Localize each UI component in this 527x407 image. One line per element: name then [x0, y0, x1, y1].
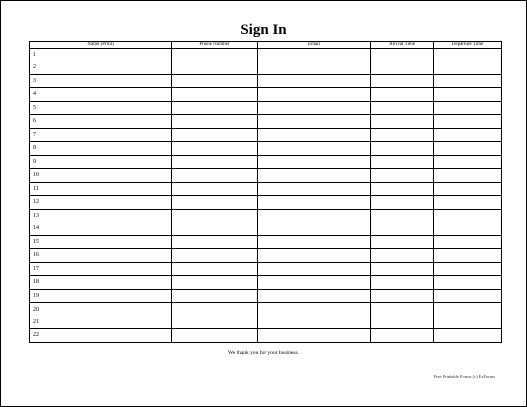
departure-cell[interactable] — [434, 74, 502, 88]
row-number: 13 — [33, 213, 39, 220]
arrival-cell[interactable] — [371, 128, 434, 142]
row-number: 16 — [33, 252, 39, 259]
arrival-cell[interactable] — [371, 88, 434, 102]
phone-cell[interactable] — [172, 262, 258, 276]
row-number: 6 — [33, 118, 36, 125]
table-row — [30, 235, 502, 249]
name-cell[interactable] — [30, 182, 172, 196]
email-cell[interactable] — [258, 289, 371, 303]
phone-cell[interactable] — [172, 289, 258, 303]
phone-cell[interactable] — [172, 101, 258, 115]
table-row — [30, 289, 502, 303]
phone-cell[interactable] — [172, 196, 258, 210]
departure-cell[interactable] — [434, 49, 502, 75]
table-row — [30, 262, 502, 276]
email-cell[interactable] — [258, 115, 371, 129]
phone-cell[interactable] — [172, 115, 258, 129]
table-row — [30, 303, 502, 329]
row-number: 1 — [33, 52, 36, 59]
column-header-name: Name (Print) — [30, 42, 172, 49]
row-number: 4 — [33, 91, 36, 98]
email-cell[interactable] — [258, 88, 371, 102]
name-cell[interactable] — [30, 142, 172, 156]
arrival-cell[interactable] — [371, 101, 434, 115]
arrival-cell[interactable] — [371, 182, 434, 196]
column-header-phone: Phone Number — [172, 42, 258, 49]
name-cell[interactable] — [30, 115, 172, 129]
arrival-cell[interactable] — [371, 329, 434, 343]
row-number: 5 — [33, 104, 36, 111]
arrival-cell[interactable] — [371, 235, 434, 249]
departure-cell[interactable] — [434, 128, 502, 142]
phone-cell[interactable] — [172, 128, 258, 142]
email-cell[interactable] — [258, 276, 371, 290]
row-number: 3 — [33, 77, 36, 84]
phone-cell[interactable] — [172, 88, 258, 102]
name-cell[interactable] — [30, 209, 172, 235]
email-cell[interactable] — [258, 49, 371, 75]
phone-cell[interactable] — [172, 329, 258, 343]
arrival-cell[interactable] — [371, 303, 434, 329]
email-cell[interactable] — [258, 196, 371, 210]
email-cell[interactable] — [258, 128, 371, 142]
departure-cell[interactable] — [434, 182, 502, 196]
email-cell[interactable] — [258, 329, 371, 343]
email-cell[interactable] — [258, 182, 371, 196]
departure-cell[interactable] — [434, 276, 502, 290]
row-number: 19 — [33, 292, 39, 299]
row-number: 7 — [33, 131, 36, 138]
departure-cell[interactable] — [434, 303, 502, 329]
row-number: 10 — [33, 172, 39, 179]
name-cell[interactable] — [30, 329, 172, 343]
table-row — [30, 182, 502, 196]
phone-cell[interactable] — [172, 235, 258, 249]
table-row — [30, 209, 502, 235]
name-cell[interactable] — [30, 303, 172, 329]
email-cell[interactable] — [258, 142, 371, 156]
phone-cell[interactable] — [172, 249, 258, 263]
name-cell[interactable] — [30, 74, 172, 88]
table-row — [30, 169, 502, 183]
phone-cell[interactable] — [172, 303, 258, 329]
email-cell[interactable] — [258, 303, 371, 329]
page-title: Sign In — [240, 22, 287, 38]
name-cell[interactable] — [30, 196, 172, 210]
row-number: 18 — [33, 279, 39, 286]
row-number: 2 — [33, 64, 36, 71]
row-number: 17 — [33, 265, 39, 272]
phone-cell[interactable] — [172, 209, 258, 235]
name-cell[interactable] — [30, 128, 172, 142]
phone-cell[interactable] — [172, 155, 258, 169]
arrival-cell[interactable] — [371, 49, 434, 75]
phone-cell[interactable] — [172, 49, 258, 75]
name-cell[interactable] — [30, 289, 172, 303]
phone-cell[interactable] — [172, 142, 258, 156]
email-cell[interactable] — [258, 169, 371, 183]
row-number: 12 — [33, 199, 39, 206]
departure-cell[interactable] — [434, 142, 502, 156]
table-row — [30, 329, 502, 343]
arrival-cell[interactable] — [371, 155, 434, 169]
row-number: 15 — [33, 238, 39, 245]
table-row — [30, 49, 502, 75]
name-cell[interactable] — [30, 235, 172, 249]
departure-cell[interactable] — [434, 155, 502, 169]
arrival-cell[interactable] — [371, 115, 434, 129]
arrival-cell[interactable] — [371, 74, 434, 88]
departure-cell[interactable] — [434, 115, 502, 129]
email-cell[interactable] — [258, 155, 371, 169]
name-cell[interactable] — [30, 101, 172, 115]
departure-cell[interactable] — [434, 169, 502, 183]
footer-thanks: We thank you for your business. — [227, 350, 300, 356]
table-row — [30, 142, 502, 156]
name-cell[interactable] — [30, 249, 172, 263]
arrival-cell[interactable] — [371, 289, 434, 303]
arrival-cell[interactable] — [371, 209, 434, 235]
phone-cell[interactable] — [172, 182, 258, 196]
row-number: 22 — [33, 332, 39, 339]
departure-cell[interactable] — [434, 209, 502, 235]
arrival-cell[interactable] — [371, 276, 434, 290]
departure-cell[interactable] — [434, 196, 502, 210]
email-cell[interactable] — [258, 235, 371, 249]
table-row — [30, 115, 502, 129]
email-cell[interactable] — [258, 74, 371, 88]
sign-in-table — [29, 41, 502, 343]
footer-credit: Free Printable Forms (c) EzForms — [433, 374, 495, 379]
phone-cell[interactable] — [172, 169, 258, 183]
email-cell[interactable] — [258, 101, 371, 115]
departure-cell[interactable] — [434, 262, 502, 276]
table-row — [30, 101, 502, 115]
row-number: 8 — [33, 145, 36, 152]
table-row — [30, 74, 502, 88]
departure-cell[interactable] — [434, 101, 502, 115]
column-header-departure: Departure Time — [434, 42, 502, 49]
name-cell[interactable] — [30, 155, 172, 169]
arrival-cell[interactable] — [371, 196, 434, 210]
name-cell[interactable] — [30, 88, 172, 102]
phone-cell[interactable] — [172, 276, 258, 290]
table-row — [30, 128, 502, 142]
departure-cell[interactable] — [434, 289, 502, 303]
arrival-cell[interactable] — [371, 249, 434, 263]
row-number: 11 — [33, 185, 39, 192]
name-cell[interactable] — [30, 262, 172, 276]
departure-cell[interactable] — [434, 88, 502, 102]
column-header-email: Email — [258, 42, 371, 49]
name-cell[interactable] — [30, 169, 172, 183]
table-row — [30, 155, 502, 169]
table-row — [30, 88, 502, 102]
phone-cell[interactable] — [172, 74, 258, 88]
row-number: 9 — [33, 158, 36, 165]
table-row — [30, 249, 502, 263]
name-cell[interactable] — [30, 49, 172, 75]
column-header-arrival: Arrival Time — [371, 42, 434, 49]
arrival-cell[interactable] — [371, 262, 434, 276]
row-number: 21 — [33, 318, 39, 325]
row-number: 14 — [33, 225, 39, 232]
departure-cell[interactable] — [434, 235, 502, 249]
email-cell[interactable] — [258, 249, 371, 263]
table-row — [30, 276, 502, 290]
email-cell[interactable] — [258, 262, 371, 276]
email-cell[interactable] — [258, 209, 371, 235]
name-cell[interactable] — [30, 276, 172, 290]
header-row — [30, 42, 502, 49]
departure-cell[interactable] — [434, 249, 502, 263]
arrival-cell[interactable] — [371, 142, 434, 156]
row-number: 20 — [33, 306, 39, 313]
table-row — [30, 196, 502, 210]
departure-cell[interactable] — [434, 329, 502, 343]
arrival-cell[interactable] — [371, 169, 434, 183]
